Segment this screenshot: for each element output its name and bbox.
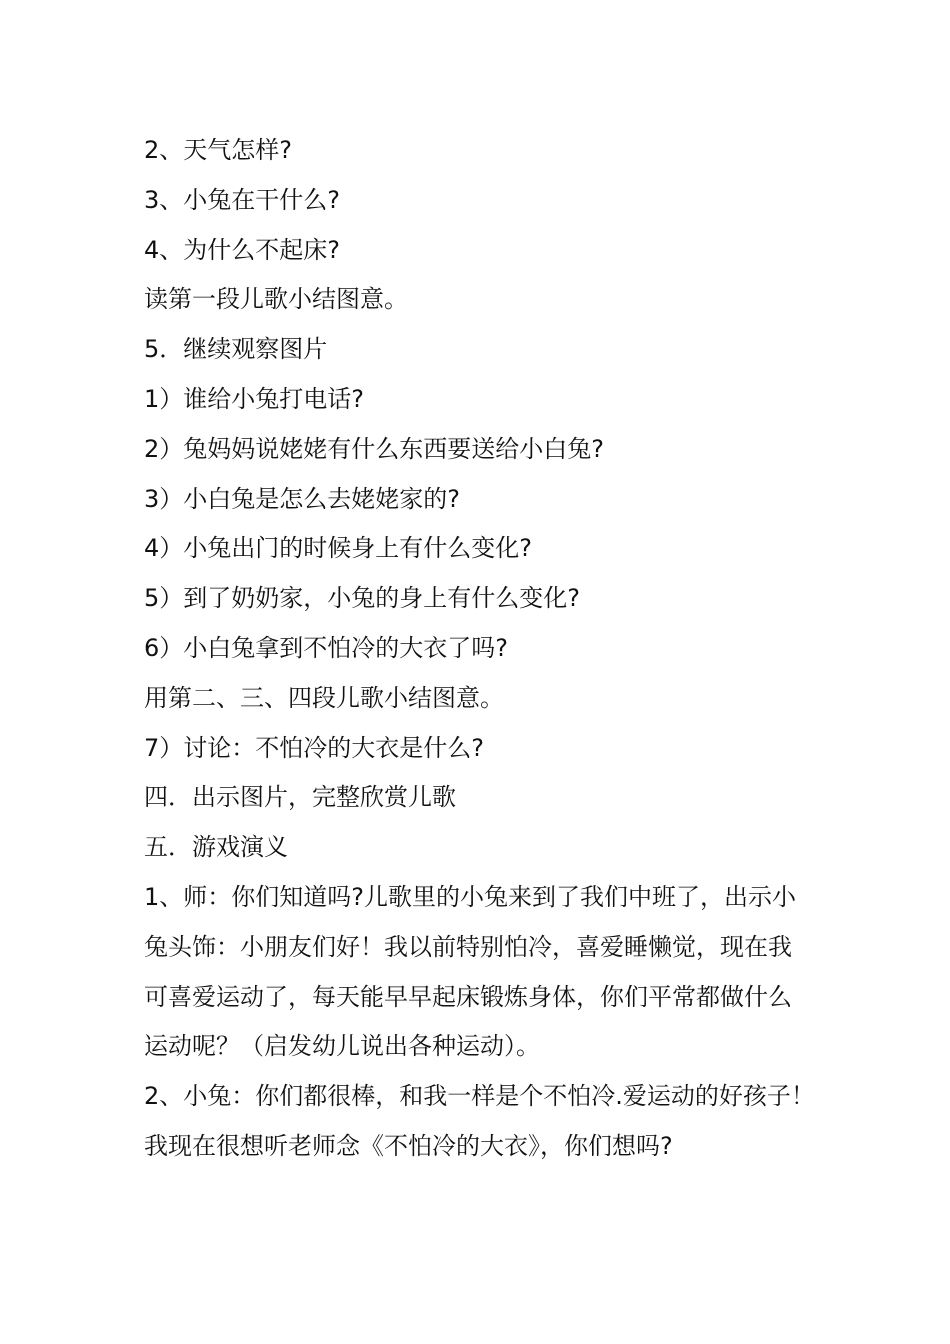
game-paragraph-1-line-4: 运动呢？（启发幼儿说出各种运动）。 [144, 1032, 540, 1061]
summary-verses-2-4: 用第二、三、四段儿歌小结图意。 [144, 683, 504, 712]
section-5-game-heading: 五．游戏演义 [144, 833, 288, 862]
question-why-not-up: 4、为什么不起床? [144, 235, 341, 264]
sub-question-1: 1）谁给小兔打电话? [144, 384, 365, 413]
game-paragraph-1-line-1: 1、师：你们知道吗?儿歌里的小兔来到了我们中班了，出示小 [144, 882, 797, 911]
section-5-heading: 5．继续观察图片 [144, 335, 328, 364]
question-rabbit-doing: 3、小兔在干什么? [144, 185, 341, 214]
section-4-heading: 四．出示图片，完整欣赏儿歌 [144, 783, 456, 812]
sub-question-4: 4）小兔出门的时候身上有什么变化? [144, 534, 533, 563]
game-paragraph-2-line-1: 2、小兔：你们都很棒，和我一样是个不怕冷.爱运动的好孩子！ [144, 1082, 815, 1111]
game-paragraph-1-line-3: 可喜爱运动了，每天能早早起床锻炼身体，你们平常都做什么 [144, 982, 792, 1011]
summary-first-verse: 读第一段儿歌小结图意。 [144, 285, 408, 314]
sub-question-5: 5）到了奶奶家，小兔的身上有什么变化? [144, 584, 581, 613]
sub-question-3: 3）小白兔是怎么去姥姥家的? [144, 484, 461, 513]
sub-question-2: 2）兔妈妈说姥姥有什么东西要送给小白兔? [144, 434, 605, 463]
sub-question-6: 6）小白兔拿到不怕冷的大衣了吗? [144, 633, 509, 662]
document-body [144, 126, 814, 1172]
sub-question-7: 7）讨论：不怕冷的大衣是什么? [144, 733, 485, 762]
game-paragraph-1-line-2: 兔头饰：小朋友们好！我以前特别怕冷，喜爱睡懒觉，现在我 [144, 932, 792, 961]
question-weather: 2、天气怎样? [144, 136, 293, 164]
game-paragraph-2-line-2: 我现在很想听老师念《不怕冷的大衣》，你们想吗? [144, 1131, 673, 1160]
